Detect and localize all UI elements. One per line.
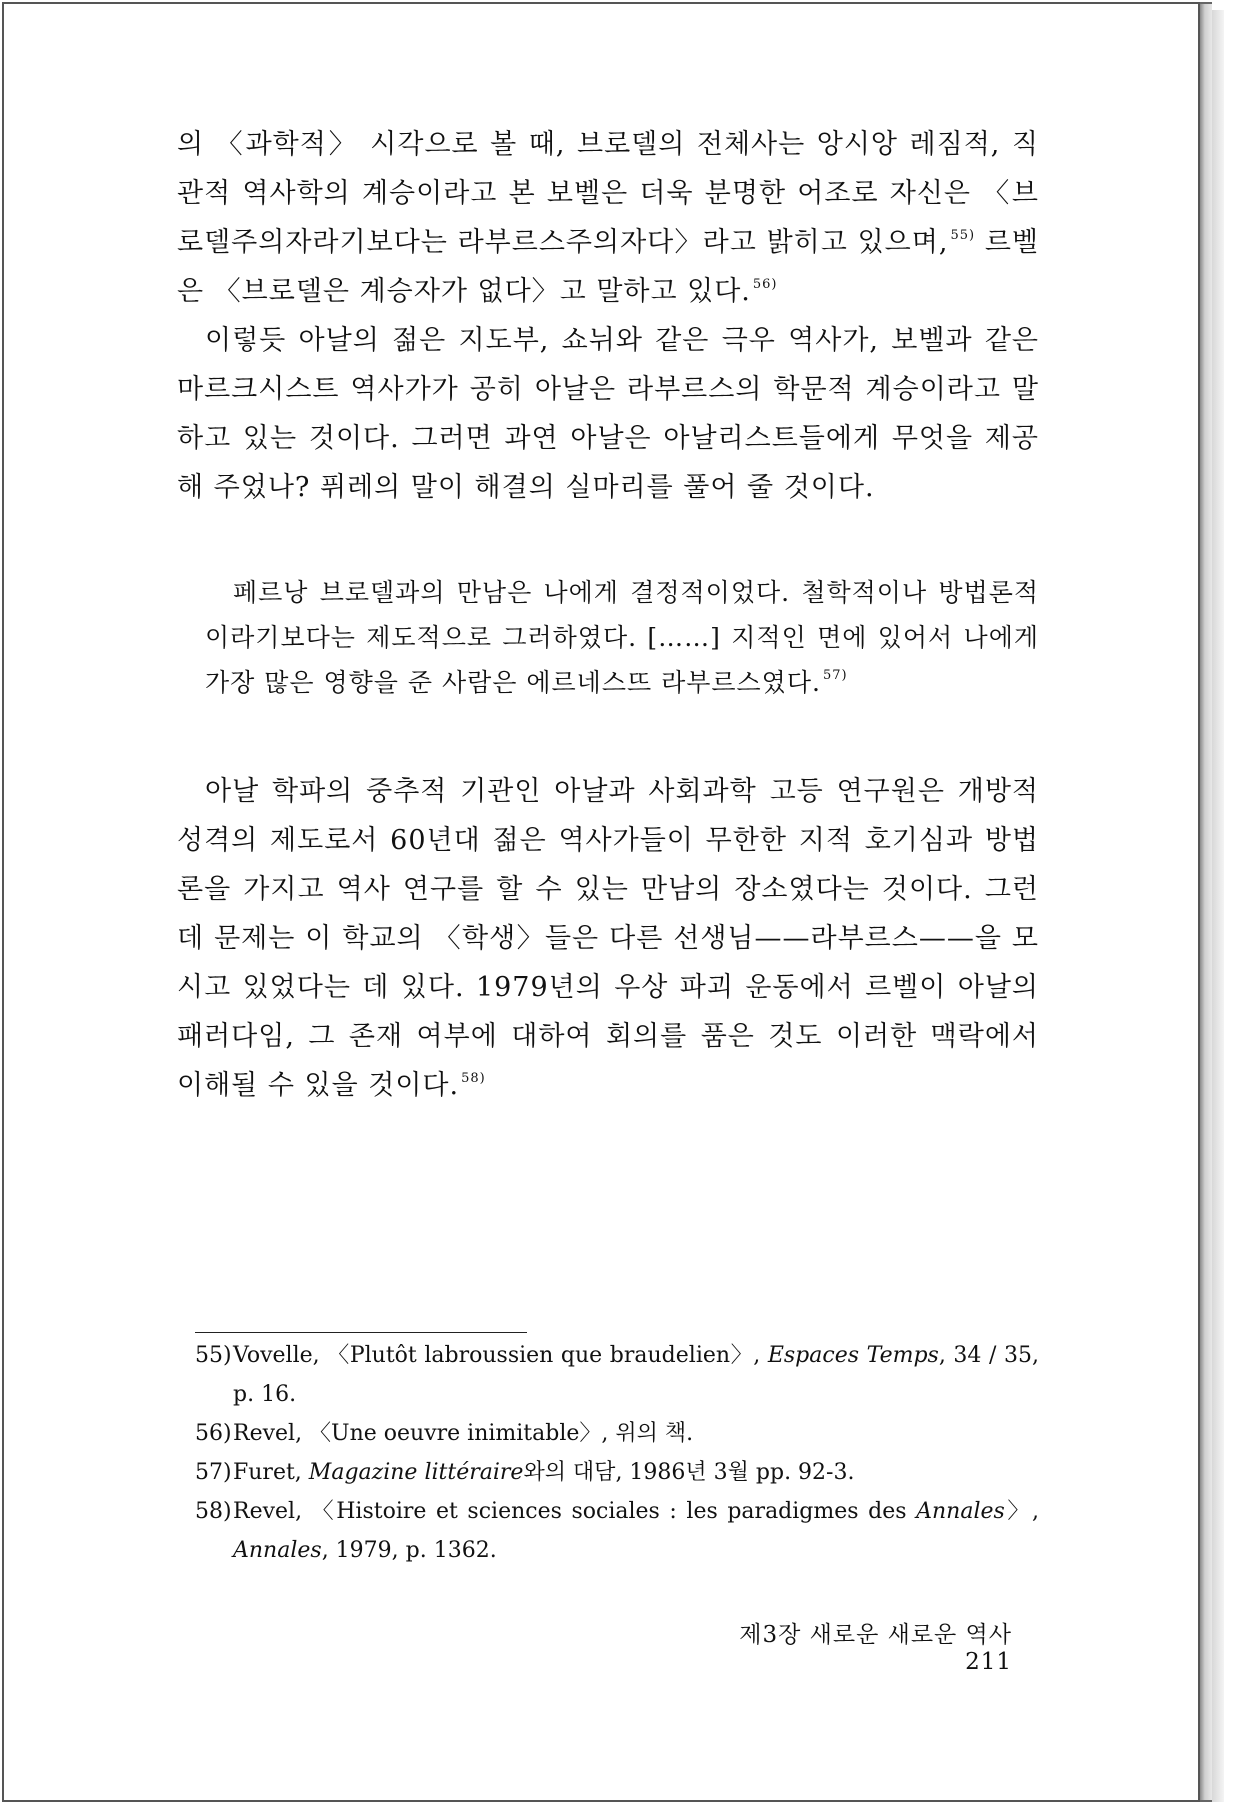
- footnotes: [195, 1336, 1039, 1570]
- footnote-text: Revel, 〈Histoire et sciences sociales : les paradigmes des: [233, 1499, 917, 1524]
- footnote-55: [195, 1336, 1039, 1414]
- paragraph-1-text: 의 〈과학적〉 시각으로 볼 때, 브로델의 전체사는 앙시앙 레짐적, 직관적 역사학의 계승이라고 본 보벨은 더욱 분명한 어조로 자신은 〈브로델주의자라기보다는 라부르스주의자다〉라고 밝히고 있으며,: [177, 129, 1039, 258]
- footnote-italic-title: Espaces Temps: [767, 1343, 939, 1368]
- footnote-number: 57): [195, 1460, 232, 1485]
- footnote-italic-title: Magazine littéraire: [308, 1460, 524, 1485]
- footnote-number: 58): [195, 1499, 232, 1524]
- paragraph-2: [177, 316, 1039, 512]
- body-text: [177, 120, 1039, 1110]
- running-footer: 제3장 새로운 새로운 역사 211: [739, 1622, 1012, 1675]
- paragraph-2-text: 이렇듯 아날의 젊은 지도부, 쇼뉘와 같은 극우 역사가, 보벨과 같은 마르크시스트 역사가가 공히 아날은 라부르스의 학문적 계승이라고 말하고 있는 것이다. 그러면 과연 아날은 아날리스트들에게 무엇을 제공해 주었나? 퓌레의 말이 해결의 실마리를 풀어 줄 것이다.: [177, 325, 1039, 503]
- footnote-text-mid: 〉,: [1004, 1499, 1039, 1524]
- paragraph-1: [177, 120, 1039, 316]
- paragraph-3: [177, 767, 1039, 1110]
- page-stack-edge: [1200, 2, 1212, 1802]
- footnote-57: [195, 1453, 1039, 1492]
- footnote-text-end: , 34 / 35, p. 16.: [233, 1343, 1039, 1407]
- paragraph-3-text: 아날 학파의 중추적 기관인 아날과 사회과학 고등 연구원은 개방적 성격의 제도로서 60년대 젊은 역사가들이 무한한 지적 호기심과 방법론을 가지고 역사 연구를 할 수 있는 만남의 장소였다는 것이다. 그런데 문제는 이 학교의 〈학생〉들은 다른 선생님——라부르스——을 모시고 있었다는 데 있다. 1979년의 우상 파괴 운동에서 르벨이 아날의 패러다임, 그 존재 여부에 대하여 회의를 품은 것도 이러한 맥락에서 이해될 수 있을 것이다.: [177, 776, 1039, 1101]
- footnote-italic-title: Annales: [916, 1499, 1005, 1524]
- footnote-56: [195, 1414, 1039, 1453]
- footnote-ref-55[interactable]: 55): [950, 228, 976, 243]
- footnote-58: [195, 1492, 1039, 1570]
- footnote-number: 56): [195, 1421, 232, 1446]
- block-quote-text: 페르낭 브로델과의 만남은 나에게 결정적이었다. 철학적이나 방법론적이라기보다는 제도적으로 그러하였다. [……] 지적인 면에 있어서 나에게 가장 많은 영향을 준 사람은 에르네스뜨 라부르스였다.: [205, 578, 1039, 697]
- footnote-text-end: , 1979, p. 1362.: [321, 1538, 497, 1563]
- footnote-number: 55): [195, 1343, 232, 1368]
- footnote-text-end: 와의 대담, 1986년 3월 pp. 92-3.: [523, 1460, 855, 1485]
- footnote-text: Revel, 〈Une oeuvre inimitable〉, 위의 책.: [233, 1421, 694, 1446]
- footnote-ref-58[interactable]: 58): [461, 1071, 486, 1086]
- footnote-divider: [195, 1332, 527, 1333]
- paragraph-1-text-cont: 르벨은 〈브로델은 계승자가 없다〉고 말하고 있다.: [177, 227, 1040, 307]
- footnote-text: Furet,: [233, 1460, 309, 1485]
- footnote-ref-57[interactable]: 57): [822, 668, 848, 683]
- footnote-text: Vovelle, 〈Plutôt labroussien que braudelien〉,: [233, 1343, 768, 1368]
- footnote-italic-journal: Annales: [233, 1538, 322, 1563]
- footnote-ref-56[interactable]: 56): [752, 277, 778, 292]
- block-quote: [177, 570, 1039, 705]
- page-shadow: [1212, 10, 1224, 1802]
